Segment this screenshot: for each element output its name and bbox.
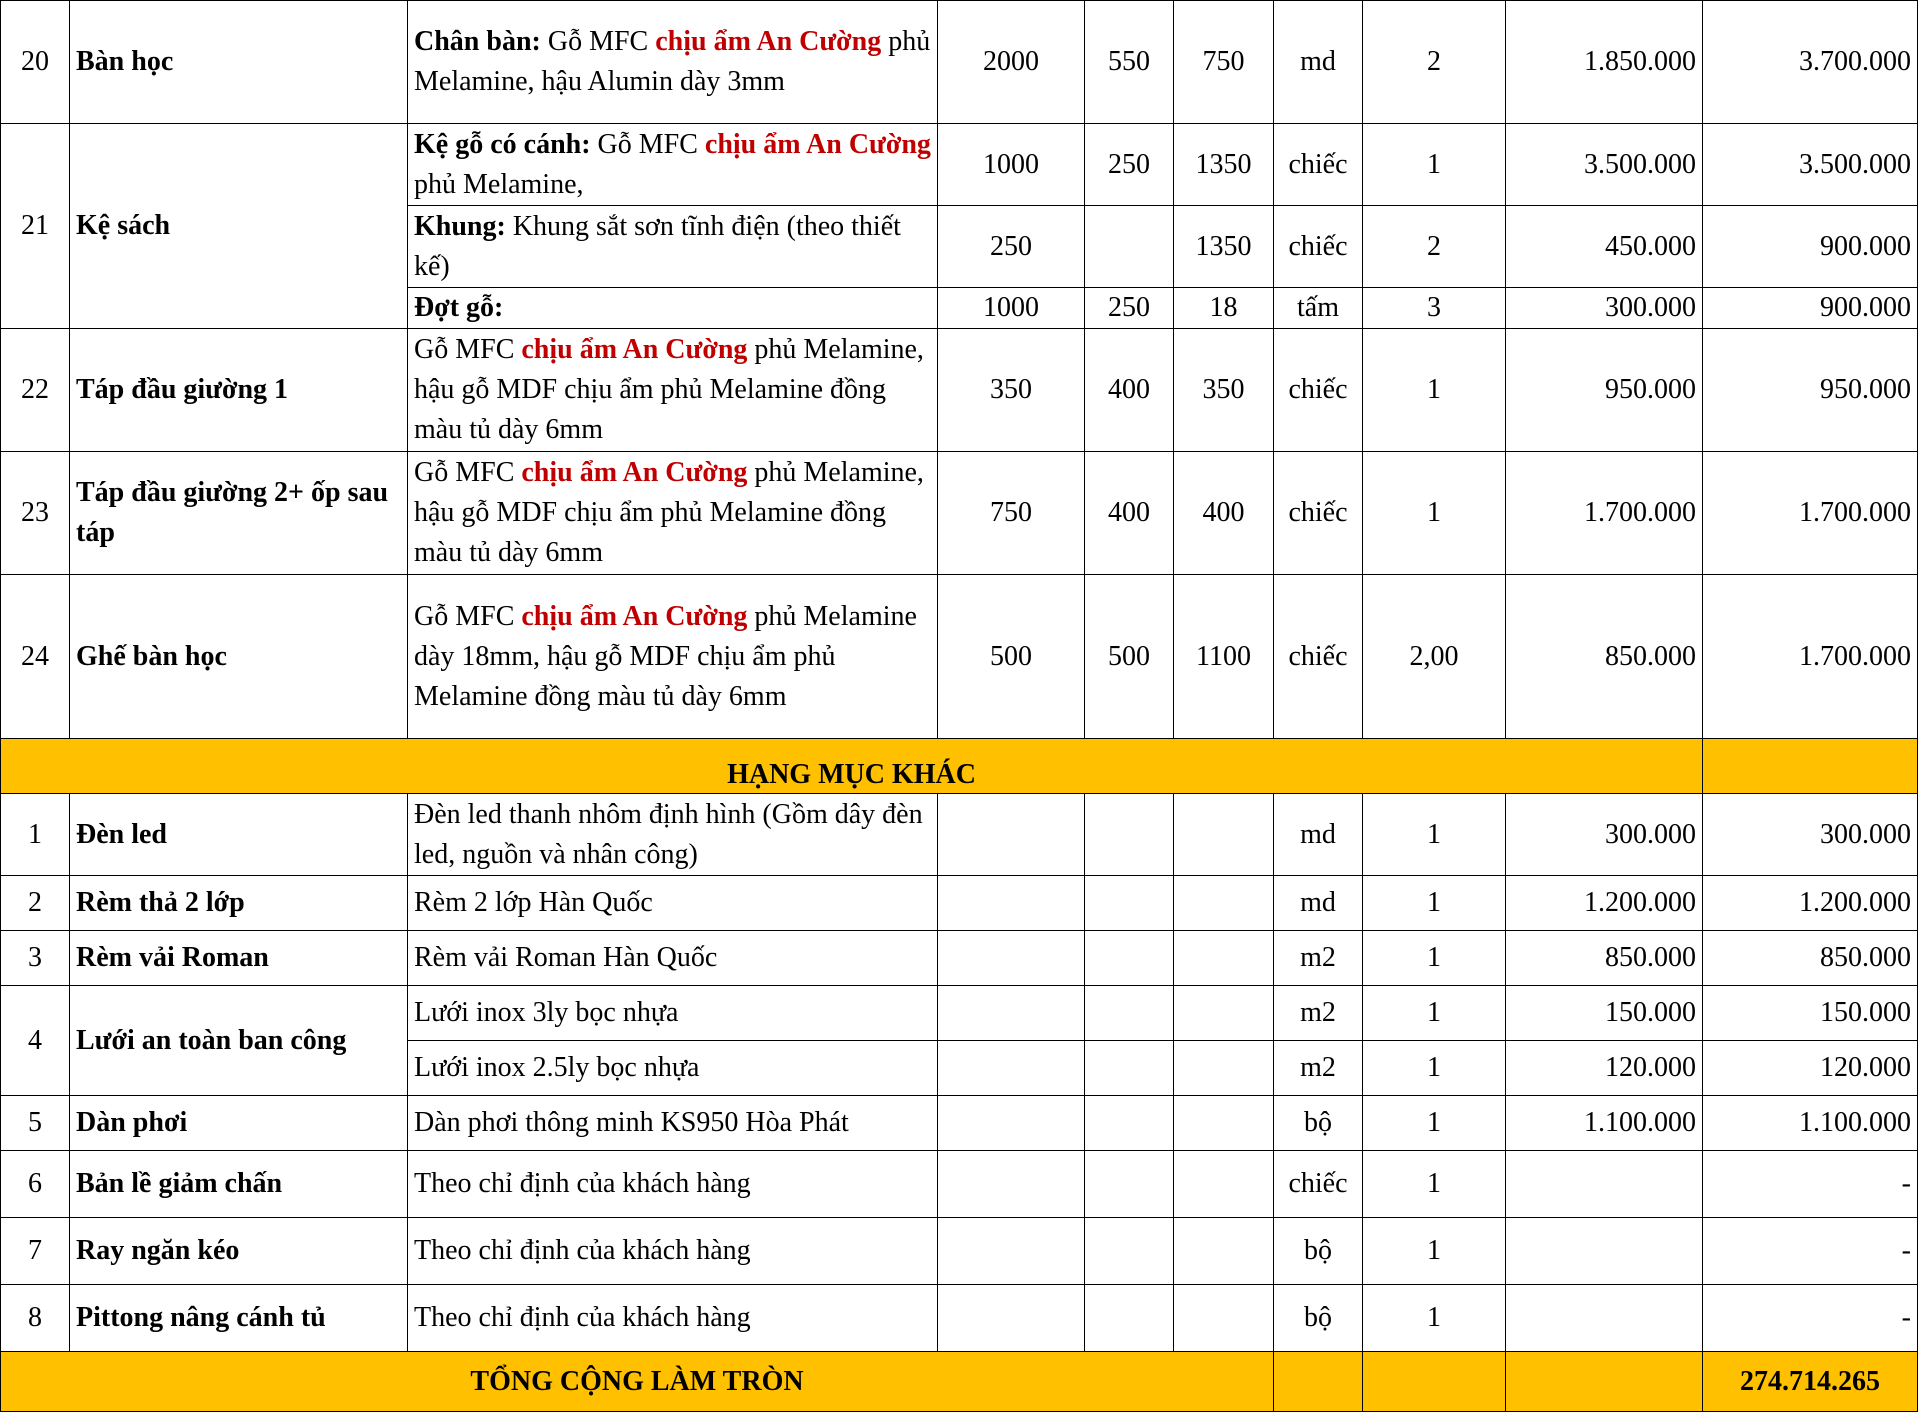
item-description [408,329,938,452]
description-text: Gỗ MFC [414,334,522,365]
line-total: 1.100.000 [1703,1096,1918,1151]
table-row [1,124,1918,206]
item-description: Lưới inox 2.5ly bọc nhựa [408,1041,938,1096]
quantity: 3 [1363,288,1506,329]
table-row [1,1218,1918,1285]
table-row [1,1,1918,124]
item-number: 2 [1,876,70,931]
description-text: phủ Melamine, hậu gỗ MDF chịu ẩm phủ Melamine đồng màu tủ dày 6mm [414,334,924,445]
unit-price: 300.000 [1506,288,1703,329]
item-description [408,288,938,329]
line-total: 3.700.000 [1703,1,1918,124]
table-row [1,986,1918,1041]
unit-price: 120.000 [1506,1041,1703,1096]
unit: m2 [1274,986,1363,1041]
dimension-h: 1350 [1174,206,1274,288]
quantity: 1 [1363,986,1506,1041]
item-name: Táp đầu giường 1 [70,329,408,452]
item-number: 3 [1,931,70,986]
table-row [1,794,1918,876]
description-text: Gỗ MFC [414,600,522,632]
section-title: HẠNG MỤC KHÁC [1,739,1703,794]
dimension-d: 350 [938,329,1085,452]
quantity: 2 [1363,1,1506,124]
item-name: Kệ sách [70,124,408,329]
description-label: Kệ gỗ có cánh: [414,128,591,160]
item-name: Táp đầu giường 2+ ốp sau táp [70,452,408,575]
description-text: phủ Melamine dày 18mm, hậu gỗ MDF chịu ẩm phủ Melamine đồng màu tủ dày 6mm [414,600,917,712]
line-total: - [1703,1151,1918,1218]
unit-price: 1.700.000 [1506,452,1703,575]
item-number: 24 [1,575,70,739]
quantity: 1 [1363,1285,1506,1352]
description-label: Đợt gỗ: [414,292,504,323]
grand-total-label: TỔNG CỘNG LÀM TRÒN [1,1352,1274,1412]
description-text: Khung sắt sơn tĩnh điện (theo thiết kế) [414,210,901,282]
description-text: phủ Melamine, [414,168,584,200]
item-name: Bản lề giảm chấn [70,1151,408,1218]
grand-total-value: 274.714.265 [1703,1352,1918,1412]
line-total: - [1703,1218,1918,1285]
section-header-row [1,739,1918,794]
line-total: 1.700.000 [1703,452,1918,575]
dimension-d: 500 [938,575,1085,739]
unit: bộ [1274,1218,1363,1285]
item-number: 5 [1,1096,70,1151]
description-text: phủ Melamine, hậu gỗ MDF chịu ẩm phủ Melamine đồng màu tủ dày 6mm [414,457,924,568]
unit-price: 850.000 [1506,931,1703,986]
unit-price [1506,1151,1703,1218]
item-name: Ray ngăn kéo [70,1218,408,1285]
item-name: Đèn led [70,794,408,876]
item-description [408,575,938,739]
unit: chiếc [1274,329,1363,452]
item-description [408,452,938,575]
unit: md [1274,876,1363,931]
line-total: 900.000 [1703,206,1918,288]
line-total: 1.700.000 [1703,575,1918,739]
unit-price: 450.000 [1506,206,1703,288]
table-row [1,1096,1918,1151]
item-number: 21 [1,124,70,329]
unit-price: 950.000 [1506,329,1703,452]
unit: chiếc [1274,575,1363,739]
unit-price [1506,1218,1703,1285]
table-row [1,1151,1918,1218]
dimension-r: 500 [1085,575,1174,739]
quantity: 1 [1363,794,1506,876]
item-number: 20 [1,1,70,124]
item-description: Theo chỉ định của khách hàng [408,1218,938,1285]
unit: chiếc [1274,452,1363,575]
item-number: 1 [1,794,70,876]
dimension-r: 400 [1085,452,1174,575]
line-total: 1.200.000 [1703,876,1918,931]
dimension-r: 550 [1085,1,1174,124]
quantity: 2 [1363,206,1506,288]
unit-price [1506,1285,1703,1352]
item-name: Dàn phơi [70,1096,408,1151]
dimension-r: 250 [1085,288,1174,329]
description-label: Chân bàn: [414,26,541,57]
item-description [408,1,938,124]
unit: chiếc [1274,206,1363,288]
item-name: Bàn học [70,1,408,124]
dimension-d: 2000 [938,1,1085,124]
quantity: 1 [1363,124,1506,206]
description-text: Gỗ MFC [414,457,522,488]
table-row [1,931,1918,986]
dimension-h: 400 [1174,452,1274,575]
table-row [1,876,1918,931]
quantity: 1 [1363,931,1506,986]
dimension-d: 250 [938,206,1085,288]
line-total: 3.500.000 [1703,124,1918,206]
description-text: phủ Melamine, hậu Alumin dày 3mm [414,26,931,97]
item-description: Dàn phơi thông minh KS950 Hòa Phát [408,1096,938,1151]
item-description: Rèm vải Roman Hàn Quốc [408,931,938,986]
description-label: Khung: [414,210,506,242]
item-description [408,124,938,206]
quantity: 1 [1363,1096,1506,1151]
item-number: 22 [1,329,70,452]
item-description [408,206,938,288]
dimension-h: 1350 [1174,124,1274,206]
item-number: 7 [1,1218,70,1285]
dimension-h: 1100 [1174,575,1274,739]
unit: md [1274,794,1363,876]
section-header-blank [1703,739,1918,794]
item-number: 6 [1,1151,70,1218]
unit-price: 1.850.000 [1506,1,1703,124]
line-total: 300.000 [1703,794,1918,876]
unit: md [1274,1,1363,124]
quantity: 1 [1363,1218,1506,1285]
quantity: 1 [1363,876,1506,931]
line-total: 850.000 [1703,931,1918,986]
item-number: 23 [1,452,70,575]
unit-price: 850.000 [1506,575,1703,739]
line-total: - [1703,1285,1918,1352]
item-description: Rèm 2 lớp Hàn Quốc [408,876,938,931]
unit: chiếc [1274,1151,1363,1218]
highlight-text: chịu ẩm An Cường [521,334,748,365]
item-name: Rèm vải Roman [70,931,408,986]
unit-price: 1.200.000 [1506,876,1703,931]
unit: bộ [1274,1096,1363,1151]
item-name: Ghế bàn học [70,575,408,739]
quantity: 1 [1363,452,1506,575]
item-description: Đèn led thanh nhôm định hình (Gồm dây đèn led, nguồn và nhân công) [408,794,938,876]
dimension-r [1085,206,1174,288]
unit: tấm [1274,288,1363,329]
item-number: 8 [1,1285,70,1352]
line-total: 150.000 [1703,986,1918,1041]
description-text: Gỗ MFC [590,128,705,160]
highlight-text: chịu ẩm An Cường [521,600,748,632]
dimension-h: 750 [1174,1,1274,124]
table-row [1,1285,1918,1352]
unit: m2 [1274,1041,1363,1096]
highlight-text: chịu ẩm An Cường [655,26,882,57]
unit: m2 [1274,931,1363,986]
dimension-h: 350 [1174,329,1274,452]
item-name: Lưới an toàn ban công [70,986,408,1096]
dimension-d: 750 [938,452,1085,575]
table-row [1,575,1918,739]
unit: chiếc [1274,124,1363,206]
line-total: 900.000 [1703,288,1918,329]
item-description: Lưới inox 3ly bọc nhựa [408,986,938,1041]
unit-price: 300.000 [1506,794,1703,876]
table-row [1,452,1918,575]
unit: bộ [1274,1285,1363,1352]
unit-price: 1.100.000 [1506,1096,1703,1151]
item-name: Rèm thả 2 lớp [70,876,408,931]
item-description: Theo chỉ định của khách hàng [408,1285,938,1352]
dimension-d: 1000 [938,124,1085,206]
item-name: Pittong nâng cánh tủ [70,1285,408,1352]
unit-price: 150.000 [1506,986,1703,1041]
dimension-d: 1000 [938,288,1085,329]
dimension-h: 18 [1174,288,1274,329]
description-text: Gỗ MFC [540,26,656,57]
line-total: 950.000 [1703,329,1918,452]
highlight-text: chịu ẩm An Cường [521,457,748,488]
item-number: 4 [1,986,70,1096]
line-total: 120.000 [1703,1041,1918,1096]
quantity: 1 [1363,1151,1506,1218]
quantity: 1 [1363,1041,1506,1096]
dimension-r: 400 [1085,329,1174,452]
quantity: 1 [1363,329,1506,452]
highlight-text: chịu ẩm An Cường [704,128,931,160]
item-description: Theo chỉ định của khách hàng [408,1151,938,1218]
table-row [1,329,1918,452]
unit-price: 3.500.000 [1506,124,1703,206]
dimension-r: 250 [1085,124,1174,206]
quantity: 2,00 [1363,575,1506,739]
